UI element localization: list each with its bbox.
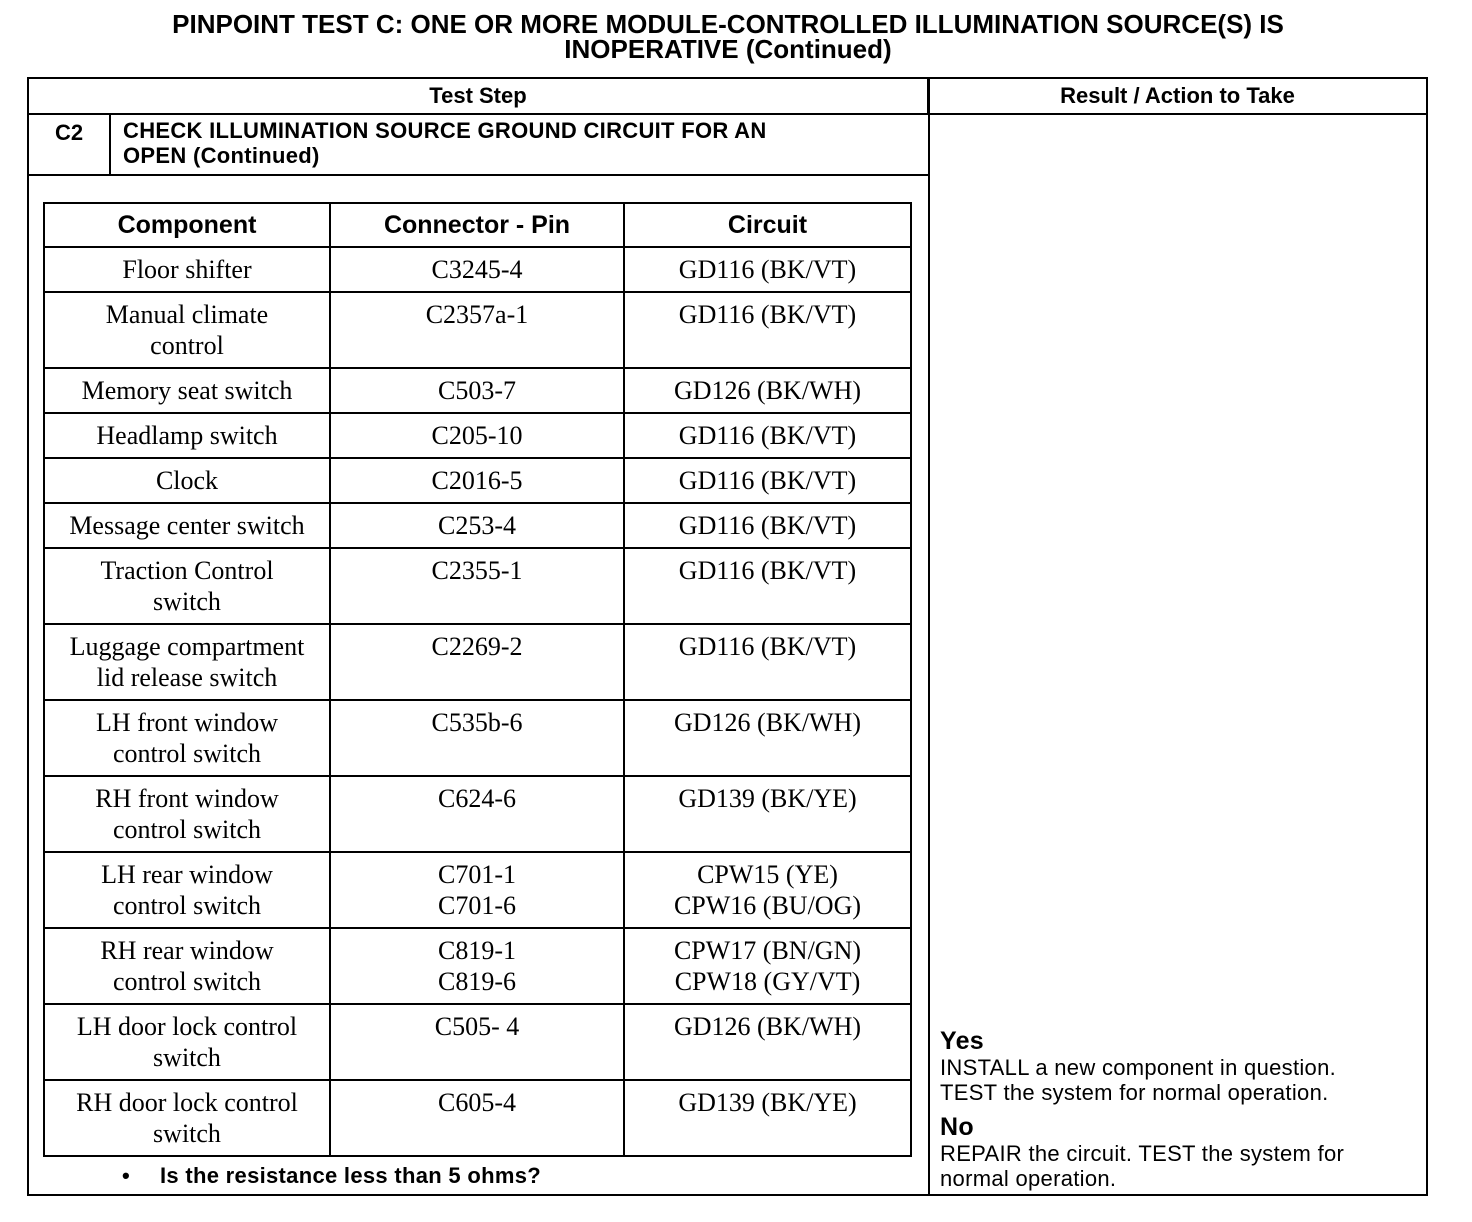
component-cell-line: RH front window <box>95 784 279 813</box>
circuit-cell <box>624 368 911 413</box>
component-cell-line: switch <box>153 1119 221 1148</box>
page-title <box>28 9 1428 64</box>
connector-pin-cell <box>330 928 624 1004</box>
component-cell <box>44 503 330 548</box>
component-cell-line: Luggage compartment <box>69 632 305 661</box>
step-title-line-2: OPEN (Continued) <box>123 143 320 168</box>
component-cell <box>44 548 330 624</box>
component-cell <box>44 624 330 700</box>
connector-pin-cell-line: C819-1 <box>438 936 516 965</box>
circuit-cell <box>624 247 911 292</box>
connector-pin-cell <box>330 458 624 503</box>
no-action-line-1: REPAIR the circuit. TEST the system for <box>940 1141 1345 1166</box>
connector-pin-cell <box>330 368 624 413</box>
connector-pin-cell-line: C2016-5 <box>431 466 523 495</box>
component-cell-line: lid release switch <box>96 663 278 692</box>
table-row <box>44 292 911 368</box>
question-text: Is the resistance less than 5 ohms? <box>160 1163 541 1188</box>
result-actions <box>940 1027 1420 1191</box>
table-row <box>44 368 911 413</box>
yes-label: Yes <box>940 1027 985 1055</box>
table-row <box>44 548 911 624</box>
table-row <box>44 776 911 852</box>
component-cell-line: control switch <box>112 967 262 996</box>
step-divider <box>29 174 929 176</box>
circuit-cell-line: GD116 (BK/VT) <box>678 556 857 585</box>
circuit-cell-line: CPW15 (YE) <box>697 860 838 889</box>
component-cell <box>44 776 330 852</box>
no-action-line-2: normal operation. <box>940 1166 1117 1191</box>
column-header-component: Component <box>44 203 330 247</box>
step-title <box>123 118 913 168</box>
component-cell <box>44 413 330 458</box>
component-cell-line: Clock <box>155 466 219 495</box>
table-row <box>44 700 911 776</box>
table-row <box>44 458 911 503</box>
circuit-cell-line: GD116 (BK/VT) <box>678 300 857 329</box>
table-row <box>44 1004 911 1080</box>
component-cell <box>44 928 330 1004</box>
circuit-cell <box>624 548 911 624</box>
component-cell <box>44 1080 330 1156</box>
connector-pin-cell-line: C624-6 <box>438 784 516 813</box>
circuit-cell <box>624 458 911 503</box>
component-cell <box>44 700 330 776</box>
connector-pin-cell <box>330 1004 624 1080</box>
circuit-cell-line: GD126 (BK/WH) <box>673 1012 862 1041</box>
yes-action-line-2: TEST the system for normal operation. <box>940 1080 1329 1105</box>
connector-pin-cell <box>330 247 624 292</box>
circuit-cell-line: GD126 (BK/WH) <box>673 708 862 737</box>
circuit-cell-line: GD116 (BK/VT) <box>678 421 857 450</box>
bullet-icon: • <box>122 1163 131 1188</box>
connector-pin-cell-line: C701-6 <box>438 891 516 920</box>
component-cell-line: Manual climate <box>105 300 269 329</box>
test-question <box>122 1163 541 1189</box>
column-divider <box>928 79 930 1194</box>
column-header-connector-pin: Connector - Pin <box>330 203 624 247</box>
component-cell-line: LH rear window <box>101 860 273 889</box>
connector-pin-cell-line: C503-7 <box>438 376 516 405</box>
connector-pin-cell-line: C535b-6 <box>431 708 523 737</box>
connector-pin-cell <box>330 292 624 368</box>
step-title-line-1: CHECK ILLUMINATION SOURCE GROUND CIRCUIT FOR AN <box>123 118 767 143</box>
component-cell <box>44 458 330 503</box>
component-cell-line: Headlamp switch <box>96 421 278 450</box>
component-cell-line: control switch <box>112 815 262 844</box>
circuit-cell-line: CPW17 (BN/GN) <box>673 936 862 965</box>
table-row <box>44 624 911 700</box>
connector-pin-cell-line: C253-4 <box>438 511 516 540</box>
component-cell-line: LH front window <box>96 708 278 737</box>
component-cell <box>44 247 330 292</box>
component-cell-line: control switch <box>112 739 262 768</box>
connector-pin-cell <box>330 548 624 624</box>
component-cell-line: Message center switch <box>69 511 305 540</box>
title-line-2: INOPERATIVE (Continued) <box>564 34 892 64</box>
component-cell-line: RH door lock control <box>76 1088 298 1117</box>
component-cell-line: switch <box>153 1043 221 1072</box>
component-cell <box>44 1004 330 1080</box>
circuit-cell <box>624 928 911 1004</box>
connector-pin-cell <box>330 503 624 548</box>
step-number: C2 <box>29 115 111 175</box>
component-cell-line: LH door lock control <box>76 1012 298 1041</box>
circuit-cell <box>624 292 911 368</box>
circuit-cell <box>624 503 911 548</box>
circuit-cell-line: GD116 (BK/VT) <box>678 632 857 661</box>
table-row <box>44 413 911 458</box>
circuit-cell <box>624 1080 911 1156</box>
component-table-body <box>44 247 911 1156</box>
component-cell-line: control switch <box>112 891 262 920</box>
circuit-cell <box>624 700 911 776</box>
connector-pin-cell-line: C701-1 <box>438 860 516 889</box>
connector-pin-cell <box>330 776 624 852</box>
circuit-cell <box>624 1004 911 1080</box>
circuit-cell <box>624 776 911 852</box>
title-line-1: PINPOINT TEST C: ONE OR MORE MODULE-CONTROLLED ILLUMINATION SOURCE(S) IS <box>172 9 1284 39</box>
circuit-cell-line: GD126 (BK/WH) <box>673 376 862 405</box>
connector-pin-cell <box>330 852 624 928</box>
connector-pin-cell <box>330 413 624 458</box>
result-action-header: Result / Action to Take <box>929 79 1426 115</box>
connector-pin-cell <box>330 700 624 776</box>
circuit-cell-line: GD116 (BK/VT) <box>678 255 857 284</box>
connector-pin-cell-line: C3245-4 <box>431 255 523 284</box>
connector-pin-cell-line: C605-4 <box>438 1088 516 1117</box>
component-cell-line: switch <box>153 587 221 616</box>
connector-pin-cell-line: C505- 4 <box>434 1012 520 1041</box>
connector-pin-cell-line: C2357a-1 <box>425 300 529 329</box>
no-label: No <box>940 1113 974 1141</box>
table-row <box>44 928 911 1004</box>
table-row <box>44 503 911 548</box>
circuit-cell <box>624 852 911 928</box>
circuit-cell-line: GD139 (BK/YE) <box>678 784 857 813</box>
circuit-cell-line: GD116 (BK/VT) <box>678 466 857 495</box>
connector-pin-cell-line: C2355-1 <box>431 556 523 585</box>
circuit-cell-line: GD139 (BK/YE) <box>678 1088 857 1117</box>
connector-pin-cell-line: C2269-2 <box>431 632 523 661</box>
component-cell-line: control <box>150 331 224 360</box>
connector-pin-cell <box>330 624 624 700</box>
connector-pin-cell <box>330 1080 624 1156</box>
circuit-cell-line: CPW16 (BU/OG) <box>673 891 862 920</box>
connector-pin-cell-line: C819-6 <box>438 967 516 996</box>
component-cell <box>44 292 330 368</box>
component-cell-line: RH rear window <box>100 936 274 965</box>
table-row <box>44 852 911 928</box>
column-header-circuit: Circuit <box>624 203 911 247</box>
connector-pin-cell-line: C205-10 <box>431 421 523 450</box>
yes-action-line-1: INSTALL a new component in question. <box>940 1055 1337 1080</box>
table-row <box>44 247 911 292</box>
table-row <box>44 1080 911 1156</box>
component-cell-line: Floor shifter <box>122 255 252 284</box>
circuit-cell-line: CPW18 (GY/VT) <box>674 967 861 996</box>
component-cell <box>44 852 330 928</box>
circuit-cell <box>624 413 911 458</box>
component-cell <box>44 368 330 413</box>
test-step-header: Test Step <box>29 79 929 115</box>
circuit-cell <box>624 624 911 700</box>
circuit-cell-line: GD116 (BK/VT) <box>678 511 857 540</box>
component-cell-line: Memory seat switch <box>81 376 293 405</box>
component-table <box>43 202 912 1157</box>
component-cell-line: Traction Control <box>100 556 274 585</box>
